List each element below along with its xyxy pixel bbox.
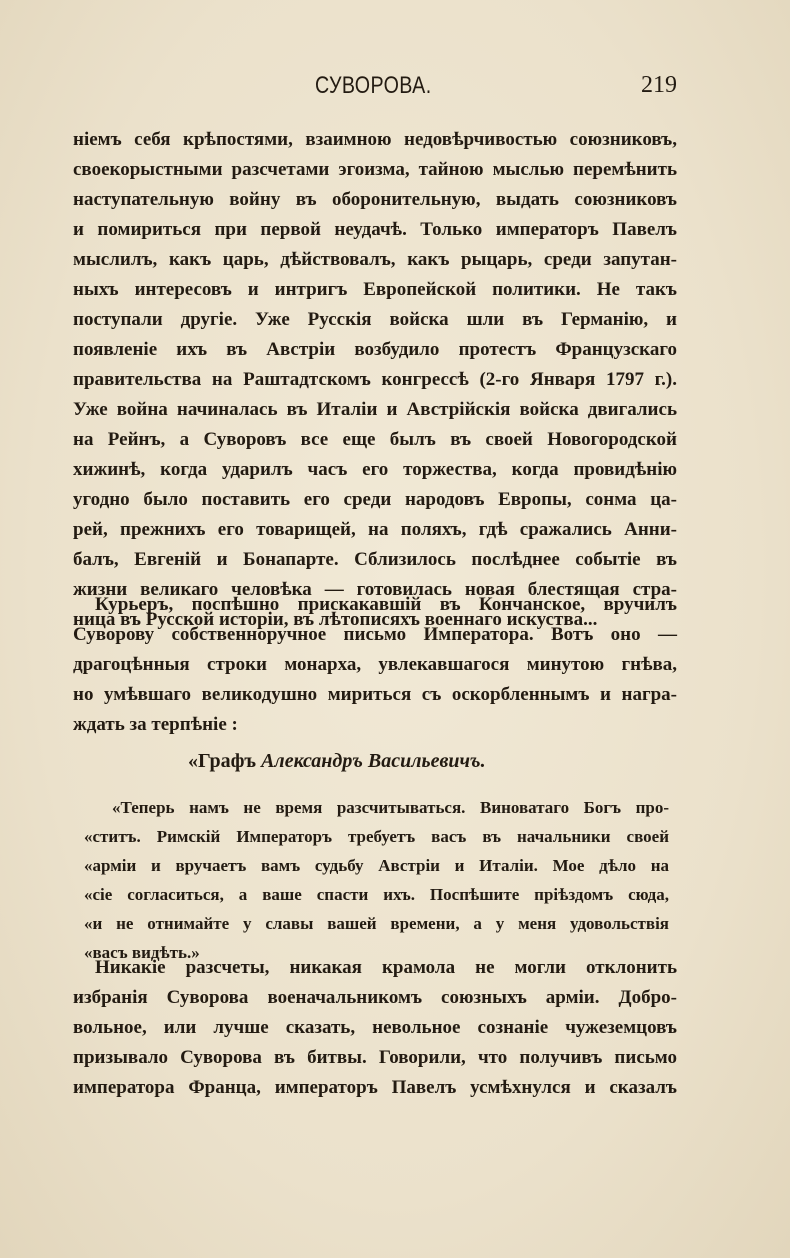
text-line: ждать за терпѣніе : — [73, 714, 238, 735]
paragraph-3 — [73, 953, 677, 1103]
text-line: появленіе ихъ въ Австріи возбудило протестъ Французскаго — [73, 339, 677, 360]
page-number: 219 — [641, 72, 677, 98]
text-line: ныхъ интересовъ и интригъ Европейской политики. Не такъ — [73, 279, 677, 300]
text-line: угодно было поставить его среди народовъ Европы, сонма ца- — [73, 489, 677, 510]
text-line: но умѣвшаго великодушно мириться съ оскорбленнымъ и награ- — [73, 684, 677, 705]
paragraph-1 — [73, 125, 677, 635]
letter-line: «арміи и вручаетъ вамъ судьбу Австріи и Италіи. Мое дѣло на — [84, 856, 669, 875]
text-line: рей, прежнихъ его товарищей, на поляхъ, гдѣ сражались Анни- — [73, 519, 677, 540]
text-line: ніемъ себя крѣпостями, взаимною недовѣрчивостью союзниковъ, — [73, 129, 677, 150]
text-line: балъ, Евгеній и Бонапарте. Сблизилось послѣднее событіе въ — [73, 549, 677, 570]
text-line: правительства на Раштадтскомъ конгрессѣ (2-го Января 1797 г.). — [73, 369, 677, 390]
letter-line: «и не отнимайте у славы вашей времени, а у меня удовольствія — [84, 914, 669, 933]
text-line: Никакіе разсчеты, никакая крамола не могли отклонить — [95, 957, 677, 978]
letter-line: «васъ видѣть.» — [84, 943, 200, 962]
text-line: Суворову собственноручное письмо Императора. Вотъ оно — — [73, 624, 677, 645]
paragraph-2 — [73, 590, 677, 740]
running-head: СУВОРОВА. — [315, 72, 432, 99]
text-line: на Рейнъ, а Суворовъ все еще былъ въ своей Новогородской — [73, 429, 677, 450]
text-line: императора Франца, императоръ Павелъ усмѣхнулся и сказалъ — [73, 1077, 677, 1098]
letter-salutation — [188, 750, 486, 773]
text-line: вольное, или лучше сказать, невольное сознаніе чужеземцовъ — [73, 1017, 677, 1038]
text-line: Уже война начиналась въ Италіи и Австрійскія войска двигались — [73, 399, 677, 420]
text-line: и помириться при первой неудачѣ. Только императоръ Павелъ — [73, 219, 677, 240]
text-line: наступательную войну въ оборонительную, выдать союзниковъ — [73, 189, 677, 210]
salutation-name: Александръ Васильевичъ. — [261, 750, 486, 772]
text-line: мыслилъ, какъ царь, дѣйствовалъ, какъ рыцарь, среди запутан- — [73, 249, 677, 270]
text-line: драгоцѣнныя строки монарха, увлекавшагося минутою гнѣва, — [73, 654, 677, 675]
text-line: Курьеръ, поспѣшно прискакавшій въ Кончанское, вручилъ — [95, 594, 677, 615]
text-line: ница въ Русской исторіи, въ лѣтописяхъ военнаго искуства... — [73, 609, 598, 630]
salutation-open: «Графъ — [188, 750, 257, 772]
text-line: призывало Суворова въ битвы. Говорили, что получивъ письмо — [73, 1047, 677, 1068]
letter-line: «сіе согласиться, а ваше спасти ихъ. Поспѣшите пріѣздомъ сюда, — [84, 885, 669, 904]
text-line: избранія Суворова военачальникомъ союзныхъ арміи. Добро- — [73, 987, 677, 1008]
text-line: жизни великаго человѣка — готовилась новая блестящая стра- — [73, 579, 677, 600]
text-line: поступали другіе. Уже Русскія войска шли въ Германію, и — [73, 309, 677, 330]
letter-line: «Теперь намъ не время разсчитываться. Виноватаго Богъ про- — [112, 798, 669, 817]
text-line: своекорыстными разсчетами эгоизма, тайною мыслью перемѣнить — [73, 159, 677, 180]
text-line: хижинѣ, когда ударилъ часъ его торжества, когда провидѣнію — [73, 459, 677, 480]
page-header — [73, 72, 677, 108]
letter-quote — [84, 793, 669, 967]
letter-line: «ститъ. Римскій Императоръ требуетъ васъ въ начальники своей — [84, 827, 669, 846]
